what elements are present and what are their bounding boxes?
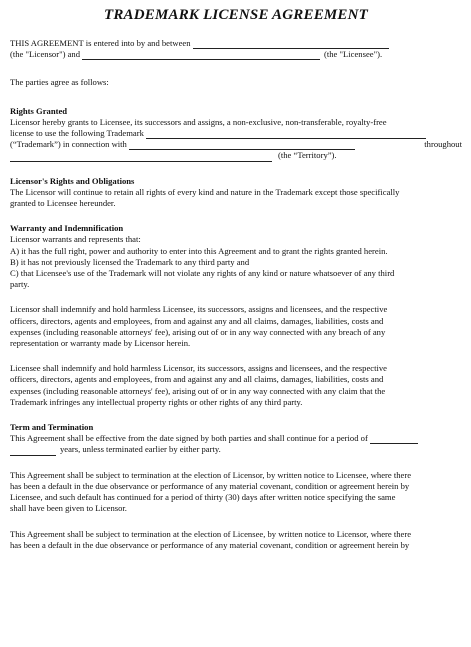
throughout-text: throughout — [424, 139, 462, 150]
section-heading-rights-granted: Rights Granted — [10, 105, 68, 116]
warranty-item-a: A) it has the full right, power and authority to enter into this Agreement and to grant the rights granted herein. — [10, 245, 388, 256]
party-name-blank-1[interactable] — [193, 40, 389, 49]
trademark-blank[interactable] — [146, 130, 426, 139]
term-line-2: years, unless terminated earlier by either party. — [10, 444, 462, 455]
term-line-1: This Agreement shall be effective from the date signed by both parties and shall continue for a period of — [10, 433, 462, 444]
warranty-item-c-1: C) that Licensee's use of the Trademark will not violate any rights of any kind or nature whatsoever of any third — [10, 268, 395, 279]
indemnify-licensee-line-2: officers, directors, agents and employees, from and against any and all claims, damages, liabilities, costs and — [10, 374, 384, 385]
term-period-blank-1[interactable] — [370, 435, 418, 444]
parties-agree: The parties agree as follows: — [10, 77, 109, 88]
term-period-blank-2[interactable] — [10, 447, 56, 456]
termination-licensee-line-1: This Agreement shall be subject to termination at the election of Licensee, by written notice to Licensor, where there — [10, 528, 412, 539]
indemnify-licensee-line-3: expenses (including reasonable attorneys' fee), arising out of or in any way connected with any claim that the — [10, 385, 386, 396]
licensor-rights-line-1: The Licensor will continue to retain all rights of every kind and nature in the Trademark except those specifically — [10, 186, 400, 197]
connection-blank[interactable] — [129, 141, 355, 150]
licensee-label: (the "Licensee"). — [324, 49, 383, 60]
indemnify-licensee-line-1: Licensee shall indemnify and hold harmless Licensor, its successors, assigns and licensees, and the respective — [10, 363, 387, 374]
territory-label: (the “Territory”). — [278, 150, 337, 161]
territory-blank[interactable] — [10, 153, 272, 162]
termination-licensor-line-1: This Agreement shall be subject to termination at the election of Licensor, by written notice to Licensee, where there — [10, 469, 412, 480]
termination-licensor-line-4: shall have been given to Licensor. — [10, 503, 127, 514]
indemnify-licensor-line-2: officers, directors, agents and employees, from and against any and all claims, damages, liabilities, costs and — [10, 315, 384, 326]
indemnify-licensor-line-1: Licensor shall indemnify and hold harmless Licensee, its successors, assigns and licensees, and the respective — [10, 304, 388, 315]
rights-granted-line-4 — [10, 150, 462, 161]
intro-line-2 — [10, 49, 462, 60]
termination-licensee-line-2: has been a default in the due observance or performance of any material covenant, condition or agreement herein by — [10, 539, 410, 550]
indemnify-licensor-line-4: representation or warranty made by Licensor herein. — [10, 338, 191, 349]
warranty-item-b: B) it has not previously licensed the Trademark to any third party and — [10, 256, 250, 267]
termination-licensor-line-2: has been a default in the due observance or performance of any material covenant, condition or agreement herein by — [10, 480, 410, 491]
rights-granted-line-3: (“Trademark”) in connection with throughout — [10, 139, 462, 150]
indemnify-licensee-line-4: Trademark infringes any intellectual property rights or other rights of any third party. — [10, 396, 303, 407]
warranty-line-1: Licensor warrants and represents that: — [10, 234, 141, 245]
licensor-label: (the "Licensor") and — [10, 49, 81, 60]
termination-licensor-line-3: Licensee, and such default has continued for a period of thirty (30) days after written notice specifying the same — [10, 492, 396, 503]
rights-granted-line-1: Licensor hereby grants to Licensee, its successors and assigns, a non-exclusive, non-transferable, royalty-free — [10, 116, 387, 127]
warranty-item-c-2: party. — [10, 279, 30, 290]
rights-granted-line-2: license to use the following Trademark — [10, 128, 462, 139]
section-heading-warranty: Warranty and Indemnification — [10, 223, 124, 234]
intro-text: THIS AGREEMENT is entered into by and between — [10, 38, 191, 48]
indemnify-licensor-line-3: expenses (including reasonable attorneys' fee), arising out of or in any way connected with any breach of any — [10, 326, 386, 337]
party-name-blank-2[interactable] — [82, 51, 320, 60]
intro-line-1 — [10, 38, 462, 49]
document-title: TRADEMARK LICENSE AGREEMENT — [103, 7, 369, 23]
section-heading-term: Term and Termination — [10, 422, 94, 433]
section-heading-licensor-rights: Licensor's Rights and Obligations — [10, 175, 135, 186]
licensor-rights-line-2: granted to Licensee hereunder. — [10, 198, 116, 209]
